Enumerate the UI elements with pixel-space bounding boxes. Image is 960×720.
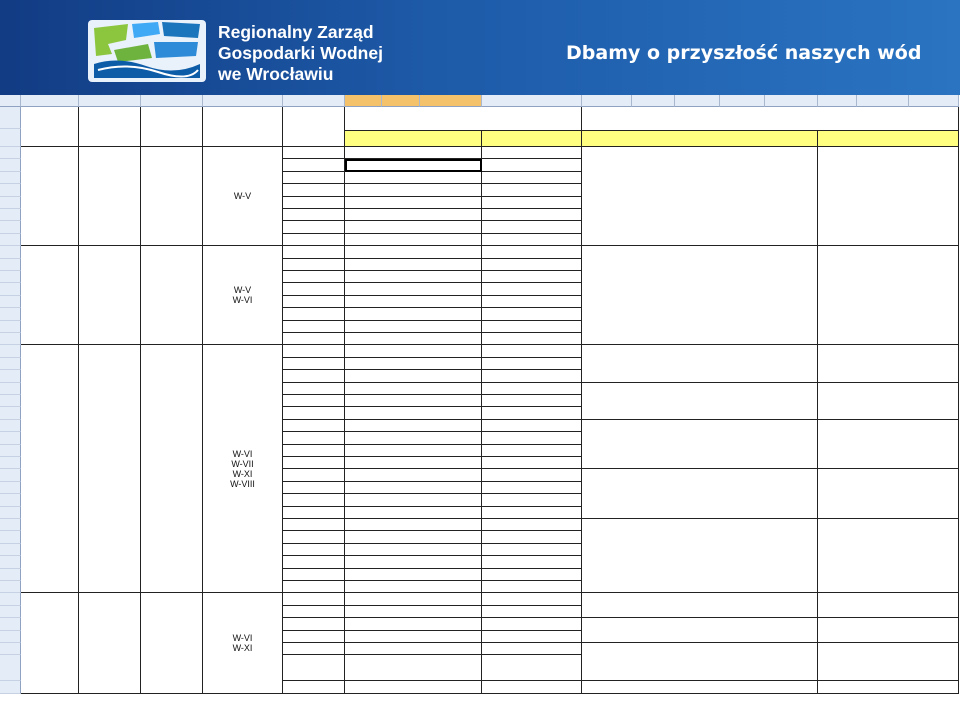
column-header-e[interactable] (283, 95, 345, 107)
row-number[interactable] (0, 333, 21, 345)
cell-kod-jcwpd[interactable] (21, 147, 79, 246)
cell-basic-unit[interactable] (482, 681, 582, 693)
header-supp-action[interactable] (582, 131, 818, 147)
row-number[interactable] (0, 531, 21, 543)
cell-basic-action[interactable] (345, 197, 482, 209)
cell-supp-action[interactable] (582, 345, 818, 382)
cell-supp-unit[interactable] (818, 246, 959, 345)
cell-nr-scwp[interactable] (283, 395, 345, 407)
cell-supp-action[interactable] (582, 593, 818, 618)
cell-supp-action[interactable] (582, 420, 818, 470)
cell-basic-unit[interactable] (482, 172, 582, 184)
column-header-b[interactable] (79, 95, 141, 107)
cell-basic-action[interactable] (345, 581, 482, 593)
row-number[interactable] (0, 321, 21, 333)
row-number[interactable] (0, 606, 21, 618)
cell-basic-unit[interactable] (482, 147, 582, 159)
cell-supp-unit[interactable] (818, 519, 959, 593)
row-number[interactable] (0, 569, 21, 581)
cell-rzgw[interactable] (79, 593, 141, 693)
row-number[interactable] (0, 172, 21, 184)
cell-supp-action[interactable] (582, 618, 818, 643)
row-number[interactable] (0, 556, 21, 568)
cell-supp-action[interactable] (582, 519, 818, 593)
cell-basic-action[interactable] (345, 308, 482, 320)
cell-basic-unit[interactable] (482, 370, 582, 382)
row-number[interactable] (0, 358, 21, 370)
cell-basic-action[interactable] (345, 631, 482, 643)
row-number[interactable] (0, 631, 21, 643)
cell-kod-jcwpd[interactable] (21, 593, 79, 693)
cell-nr-scwp[interactable] (283, 283, 345, 295)
cell-basic-unit[interactable] (482, 184, 582, 196)
cell-nr-scwp[interactable] (283, 655, 345, 681)
header-kod[interactable] (21, 107, 79, 147)
cell-supp-unit[interactable] (818, 593, 959, 618)
cell-nr-scwp[interactable] (283, 370, 345, 382)
row-number[interactable] (0, 159, 21, 171)
cell-basic-unit[interactable] (482, 581, 582, 593)
row-number[interactable] (0, 209, 21, 221)
cell-nr-scwp[interactable] (283, 259, 345, 271)
cell-nr-scwp[interactable] (283, 321, 345, 333)
row-number[interactable] (0, 655, 21, 681)
cell-nr-scwp[interactable] (283, 482, 345, 494)
cell-basic-unit[interactable] (482, 221, 582, 233)
cell-region[interactable] (141, 593, 203, 693)
spreadsheet[interactable] (0, 95, 960, 720)
cell-obszar[interactable]: W-V (203, 147, 283, 246)
header-basic-action[interactable] (345, 131, 482, 147)
cell-nr-scwp[interactable] (283, 569, 345, 581)
cell-nr-scwp[interactable] (283, 358, 345, 370)
row-number[interactable] (0, 246, 21, 258)
cell-basic-unit[interactable] (482, 420, 582, 432)
cell-region[interactable] (141, 345, 203, 593)
cell-basic-action[interactable] (345, 432, 482, 444)
cell-nr-scwp[interactable] (283, 172, 345, 184)
row-number[interactable] (0, 544, 21, 556)
cell-basic-action[interactable] (345, 556, 482, 568)
row-number[interactable] (0, 482, 21, 494)
cell-nr-scwp[interactable] (283, 308, 345, 320)
cell-nr-scwp[interactable] (283, 159, 345, 171)
cell-basic-action[interactable] (345, 606, 482, 618)
cell-basic-unit[interactable] (482, 333, 582, 345)
cell-basic-action[interactable] (345, 184, 482, 196)
cell-basic-action[interactable] (345, 159, 482, 171)
row-number[interactable] (0, 593, 21, 605)
cell-basic-action[interactable] (345, 544, 482, 556)
row-number[interactable] (0, 519, 21, 531)
cell-basic-action[interactable] (345, 147, 482, 159)
row-number[interactable] (0, 643, 21, 655)
cell-supp-unit[interactable] (818, 383, 959, 420)
cell-basic-action[interactable] (345, 519, 482, 531)
cell-nr-scwp[interactable] (283, 507, 345, 519)
cell-supp-unit[interactable] (818, 469, 959, 519)
cell-basic-unit[interactable] (482, 197, 582, 209)
cell-obszar[interactable]: W-V W-VI (203, 246, 283, 345)
cell-basic-unit[interactable] (482, 159, 582, 171)
cell-kod-jcwpd[interactable] (21, 246, 79, 345)
cell-supp-action[interactable] (582, 681, 818, 693)
cell-basic-unit[interactable] (482, 593, 582, 605)
cell-nr-scwp[interactable] (283, 184, 345, 196)
cell-supp-action[interactable] (582, 147, 818, 246)
cell-basic-action[interactable] (345, 221, 482, 233)
cell-basic-unit[interactable] (482, 445, 582, 457)
cell-nr-scwp[interactable] (283, 345, 345, 357)
cell-basic-action[interactable] (345, 445, 482, 457)
column-header-i[interactable] (482, 95, 582, 107)
cell-basic-action[interactable] (345, 593, 482, 605)
row-number[interactable] (0, 221, 21, 233)
column-header-j[interactable] (582, 95, 632, 107)
cell-nr-scwp[interactable] (283, 593, 345, 605)
cell-basic-action[interactable] (345, 482, 482, 494)
row-number[interactable] (0, 296, 21, 308)
cell-nr-scwp[interactable] (283, 432, 345, 444)
slogan: Dbamy o przyszłość naszych wód (566, 42, 922, 64)
cell-supp-unit[interactable] (818, 147, 959, 246)
cell-basic-action[interactable] (345, 618, 482, 630)
cell-basic-unit[interactable] (482, 643, 582, 655)
cell-region[interactable] (141, 246, 203, 345)
cell-basic-action[interactable] (345, 643, 482, 655)
row-number-3[interactable] (0, 107, 21, 129)
cell-nr-scwp[interactable] (283, 246, 345, 258)
cell-basic-unit[interactable] (482, 482, 582, 494)
cell-basic-unit[interactable] (482, 395, 582, 407)
header-basic-unit[interactable] (482, 131, 582, 147)
column-header-h[interactable] (420, 95, 482, 107)
column-header-g[interactable] (382, 95, 420, 107)
row-number[interactable] (0, 432, 21, 444)
cell-basic-unit[interactable] (482, 358, 582, 370)
row-number[interactable] (0, 184, 21, 196)
cell-supp-unit[interactable] (818, 420, 959, 470)
cell-supp-action[interactable] (582, 383, 818, 420)
cell-region[interactable] (141, 147, 203, 246)
cell-basic-action[interactable] (345, 383, 482, 395)
column-header-m[interactable] (720, 95, 765, 107)
row-number[interactable] (0, 469, 21, 481)
cell-basic-action[interactable] (345, 234, 482, 246)
cell-nr-scwp[interactable] (283, 544, 345, 556)
cell-basic-action[interactable] (345, 333, 482, 345)
row-number[interactable] (0, 420, 21, 432)
header-rzgw[interactable] (79, 107, 141, 147)
cell-nr-scwp[interactable] (283, 494, 345, 506)
cell-basic-unit[interactable] (482, 383, 582, 395)
row-number[interactable] (0, 395, 21, 407)
column-header-c[interactable] (141, 95, 203, 107)
cell-basic-action[interactable] (345, 172, 482, 184)
cell-nr-scwp[interactable] (283, 209, 345, 221)
cell-basic-unit[interactable] (482, 507, 582, 519)
cell-nr-scwp[interactable] (283, 631, 345, 643)
header-obszar[interactable] (203, 107, 283, 147)
cell-basic-action[interactable] (345, 209, 482, 221)
cell-nr-scwp[interactable] (283, 556, 345, 568)
cell-basic-action[interactable] (345, 321, 482, 333)
column-header-o[interactable] (818, 95, 857, 107)
cell-basic-unit[interactable] (482, 296, 582, 308)
cell-basic-unit[interactable] (482, 321, 582, 333)
cell-basic-action[interactable] (345, 296, 482, 308)
column-header-k[interactable] (632, 95, 675, 107)
cell-basic-action[interactable] (345, 457, 482, 469)
cell-basic-unit[interactable] (482, 259, 582, 271)
cell-nr-scwp[interactable] (283, 234, 345, 246)
cell-basic-action[interactable] (345, 345, 482, 357)
row-number[interactable] (0, 457, 21, 469)
row-number[interactable] (0, 618, 21, 630)
cell-basic-action[interactable] (345, 494, 482, 506)
org-name-line-2: Gospodarki Wodnej (218, 43, 383, 63)
cell-basic-action[interactable] (345, 507, 482, 519)
org-name-line-1: Regionalny Zarząd (218, 22, 374, 42)
cell-supp-unit[interactable] (818, 345, 959, 382)
cell-basic-unit[interactable] (482, 308, 582, 320)
header-region[interactable] (141, 107, 203, 147)
cell-rzgw[interactable] (79, 246, 141, 345)
row-number[interactable] (0, 147, 21, 159)
header-nr-scwp[interactable] (283, 107, 345, 147)
column-header-q[interactable] (909, 95, 959, 107)
row-number[interactable] (0, 271, 21, 283)
cell-basic-unit[interactable] (482, 631, 582, 643)
column-header-p[interactable] (857, 95, 909, 107)
rzgw-logo (88, 20, 206, 82)
cell-nr-scwp[interactable] (283, 469, 345, 481)
column-header-d[interactable] (203, 95, 283, 107)
cell-nr-scwp[interactable] (283, 643, 345, 655)
cell-basic-unit[interactable] (482, 519, 582, 531)
cell-basic-unit[interactable] (482, 283, 582, 295)
cell-basic-unit[interactable] (482, 618, 582, 630)
cell-basic-action[interactable] (345, 395, 482, 407)
cell-basic-unit[interactable] (482, 345, 582, 357)
cell-nr-scwp[interactable] (283, 519, 345, 531)
cell-basic-action[interactable] (345, 420, 482, 432)
column-header-l[interactable] (675, 95, 720, 107)
row-number-4[interactable] (0, 129, 21, 147)
cell-basic-action[interactable] (345, 370, 482, 382)
cell-basic-action[interactable] (345, 407, 482, 419)
row-number[interactable] (0, 259, 21, 271)
cell-basic-unit[interactable] (482, 234, 582, 246)
cell-basic-action[interactable] (345, 569, 482, 581)
row-number[interactable] (0, 407, 21, 419)
cell-nr-scwp[interactable] (283, 407, 345, 419)
cell-supp-unit[interactable] (818, 643, 959, 681)
cell-basic-unit[interactable] (482, 556, 582, 568)
column-header-f[interactable] (345, 95, 382, 107)
cell-supp-unit[interactable] (818, 681, 959, 693)
cell-basic-unit[interactable] (482, 469, 582, 481)
cell-basic-action[interactable] (345, 271, 482, 283)
column-header-a[interactable] (21, 95, 79, 107)
cell-kod-jcwpd[interactable] (21, 345, 79, 593)
cell-basic-unit[interactable] (482, 544, 582, 556)
cell-obszar[interactable]: W-VI W-VII W-XI W-VIII (203, 345, 283, 593)
cell-basic-unit[interactable] (482, 432, 582, 444)
row-number[interactable] (0, 383, 21, 395)
cell-nr-scwp[interactable] (283, 457, 345, 469)
cell-basic-unit[interactable] (482, 457, 582, 469)
cell-supp-action[interactable] (582, 246, 818, 345)
cell-nr-scwp[interactable] (283, 296, 345, 308)
cell-basic-unit[interactable] (482, 407, 582, 419)
cell-supp-action[interactable] (582, 469, 818, 519)
row-number[interactable] (0, 234, 21, 246)
cell-nr-scwp[interactable] (283, 618, 345, 630)
cell-basic-action[interactable] (345, 358, 482, 370)
cell-basic-unit[interactable] (482, 494, 582, 506)
row-number[interactable] (0, 445, 21, 457)
header-banner (0, 0, 960, 95)
cell-basic-unit[interactable] (482, 531, 582, 543)
row-number[interactable] (0, 283, 21, 295)
cell-basic-unit[interactable] (482, 271, 582, 283)
cell-nr-scwp[interactable] (283, 531, 345, 543)
cell-rzgw[interactable] (79, 147, 141, 246)
cell-basic-action[interactable] (345, 469, 482, 481)
cell-nr-scwp[interactable] (283, 271, 345, 283)
cell-basic-unit[interactable] (482, 246, 582, 258)
cell-basic-action[interactable] (345, 246, 482, 258)
cell-nr-scwp[interactable] (283, 445, 345, 457)
cell-nr-scwp[interactable] (283, 581, 345, 593)
cell-basic-action[interactable] (345, 259, 482, 271)
header-basic-programs[interactable] (345, 107, 582, 131)
cell-basic-action[interactable] (345, 531, 482, 543)
cell-basic-action[interactable] (345, 655, 482, 681)
row-number[interactable] (0, 197, 21, 209)
row-number[interactable] (0, 507, 21, 519)
row-number[interactable] (0, 370, 21, 382)
cell-obszar[interactable]: W-VI W-XI (203, 593, 283, 693)
cell-basic-action[interactable] (345, 283, 482, 295)
column-header-n[interactable] (765, 95, 818, 107)
cell-nr-scwp[interactable] (283, 197, 345, 209)
row-number[interactable] (0, 681, 21, 693)
cell-supp-unit[interactable] (818, 618, 959, 643)
row-number[interactable] (0, 308, 21, 320)
select-all-corner[interactable] (0, 95, 21, 107)
row-number[interactable] (0, 345, 21, 357)
cell-rzgw[interactable] (79, 345, 141, 593)
cell-basic-unit[interactable] (482, 209, 582, 221)
header-supp-unit[interactable] (818, 131, 959, 147)
cell-nr-scwp[interactable] (283, 147, 345, 159)
cell-nr-scwp[interactable] (283, 606, 345, 618)
header-supplementary-programs[interactable] (582, 107, 959, 131)
cell-basic-unit[interactable] (482, 606, 582, 618)
org-name-line-3: we Wrocławiu (218, 64, 334, 84)
cell-basic-action[interactable] (345, 681, 482, 693)
row-number[interactable] (0, 494, 21, 506)
cell-basic-unit[interactable] (482, 569, 582, 581)
cell-supp-action[interactable] (582, 643, 818, 681)
row-number[interactable] (0, 581, 21, 593)
cell-basic-unit[interactable] (482, 655, 582, 681)
cell-nr-scwp[interactable] (283, 420, 345, 432)
cell-nr-scwp[interactable] (283, 681, 345, 693)
cell-nr-scwp[interactable] (283, 333, 345, 345)
cell-nr-scwp[interactable] (283, 383, 345, 395)
cell-nr-scwp[interactable] (283, 221, 345, 233)
